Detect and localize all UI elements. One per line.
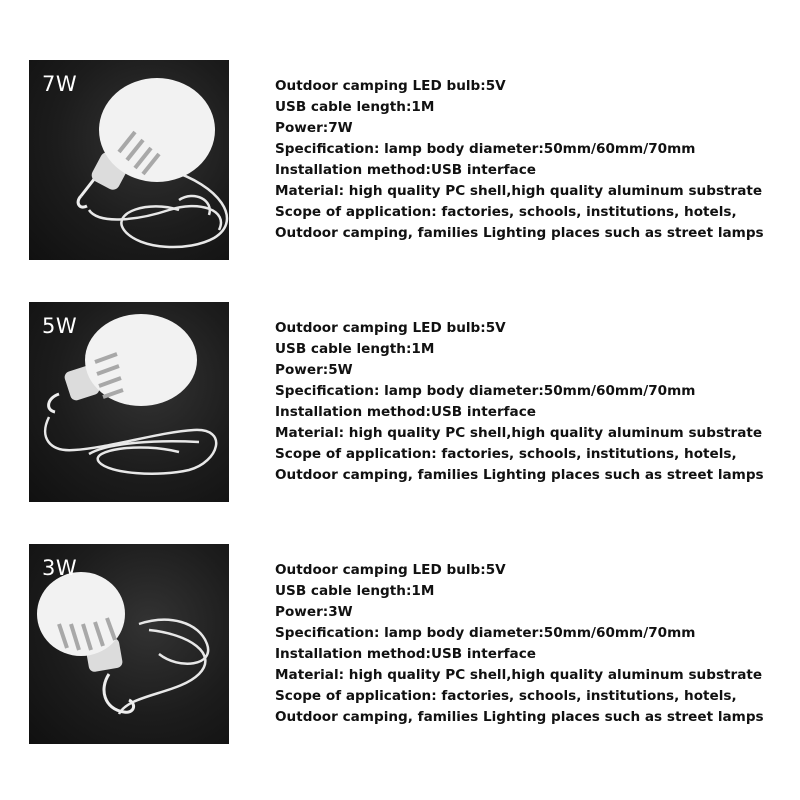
spec-line-scope-cont: Outdoor camping, families Lighting places such as street lamps: [275, 225, 764, 241]
spec-line-scope-cont: Outdoor camping, families Lighting places such as street lamps: [275, 467, 764, 483]
spec-line-specification: Specification: lamp body diameter:50mm/60mm/70mm: [275, 625, 696, 641]
spec-list: [275, 318, 764, 486]
spec-line-installation: Installation method:USB interface: [275, 162, 537, 178]
spec-line-cable: USB cable length:1M: [275, 99, 435, 115]
spec-line-cable: USB cable length:1M: [275, 583, 435, 599]
bulb-photo-7w: [29, 60, 229, 260]
spec-line-material: Material: high quality PC shell,high quality aluminum substrate: [275, 667, 763, 683]
spec-line-bulb: Outdoor camping LED bulb:5V: [275, 78, 506, 94]
spec-line-scope: Scope of application: factories, schools, institutions, hotels,: [275, 204, 737, 220]
product-7w: [0, 60, 800, 260]
spec-line-specification: Specification: lamp body diameter:50mm/60mm/70mm: [275, 141, 696, 157]
spec-list: [275, 76, 764, 244]
spec-line-material: Material: high quality PC shell,high quality aluminum substrate: [275, 425, 763, 441]
spec-line-scope: Scope of application: factories, schools, institutions, hotels,: [275, 688, 737, 704]
power-badge: 7W: [42, 72, 78, 96]
power-badge: 3W: [42, 556, 78, 580]
spec-line-scope-cont: Outdoor camping, families Lighting places such as street lamps: [275, 709, 764, 725]
spec-line-bulb: Outdoor camping LED bulb:5V: [275, 320, 506, 336]
spec-line-specification: Specification: lamp body diameter:50mm/60mm/70mm: [275, 383, 696, 399]
spec-line-power: Power:3W: [275, 604, 353, 620]
spec-list: [275, 560, 764, 728]
spec-line-installation: Installation method:USB interface: [275, 646, 537, 662]
spec-line-bulb: Outdoor camping LED bulb:5V: [275, 562, 506, 578]
spec-line-material: Material: high quality PC shell,high quality aluminum substrate: [275, 183, 763, 199]
product-5w: [0, 302, 800, 502]
spec-line-power: Power:7W: [275, 120, 353, 136]
spec-line-power: Power:5W: [275, 362, 353, 378]
spec-line-scope: Scope of application: factories, schools, institutions, hotels,: [275, 446, 737, 462]
power-badge: 5W: [42, 314, 78, 338]
bulb-photo-5w: [29, 302, 229, 502]
product-3w: [0, 544, 800, 744]
bulb-photo-3w: [29, 544, 229, 744]
spec-line-cable: USB cable length:1M: [275, 341, 435, 357]
spec-line-installation: Installation method:USB interface: [275, 404, 537, 420]
